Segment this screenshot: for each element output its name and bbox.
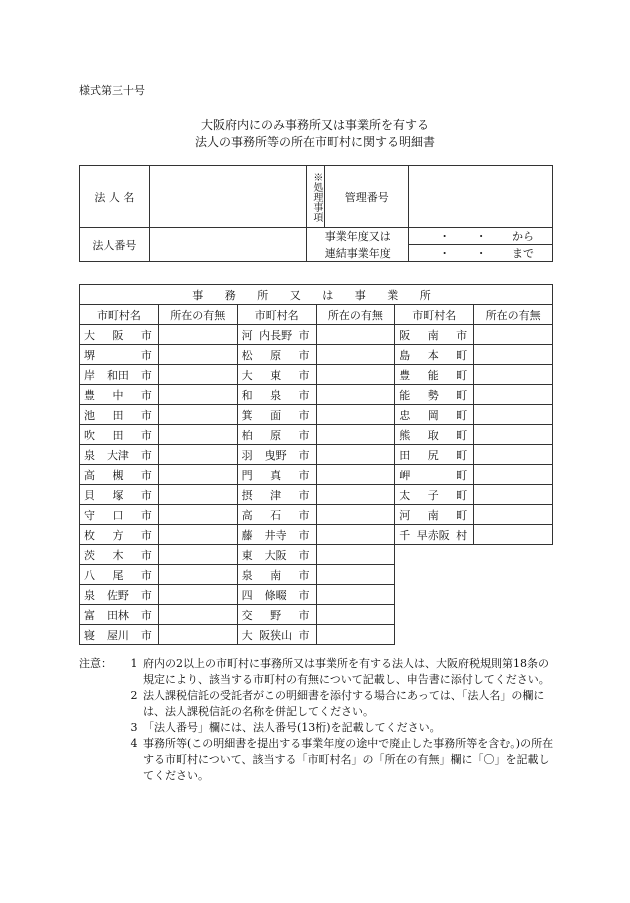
- presence-field[interactable]: [316, 365, 395, 385]
- municipality-name-part: 和: [241, 388, 253, 402]
- presence-field[interactable]: [316, 585, 395, 605]
- municipality-name-part: 和田: [106, 368, 129, 382]
- municipality-name-part: 市: [140, 428, 152, 442]
- municipality-name-part: 松: [241, 348, 253, 362]
- municipality-name: [237, 525, 316, 545]
- municipality-name-part: 面: [270, 408, 282, 422]
- municipality-name-part: 市: [298, 568, 310, 582]
- presence-field[interactable]: [474, 385, 553, 405]
- presence-field[interactable]: [158, 445, 237, 465]
- presence-field[interactable]: [158, 325, 237, 345]
- municipality-name-part: 市: [140, 568, 152, 582]
- municipality-name-part: 市: [298, 348, 310, 362]
- municipality-name: [395, 465, 474, 485]
- municipality-name: [80, 365, 159, 385]
- municipality-name: [237, 545, 316, 565]
- municipality-name-part: 摂: [241, 488, 253, 502]
- note-number: 3: [130, 721, 138, 734]
- mgmt-no-field[interactable]: [409, 166, 553, 228]
- municipality-name-part: 塚: [112, 488, 124, 502]
- municipality-name-part: 岡: [427, 408, 439, 422]
- col-header-presence: 所在の有無: [316, 305, 395, 325]
- presence-field[interactable]: [158, 425, 237, 445]
- municipality-name-part: 市: [140, 348, 152, 362]
- col-header-presence: 所在の有無: [474, 305, 553, 325]
- presence-field[interactable]: [158, 345, 237, 365]
- empty-cell: [474, 565, 553, 585]
- municipality-name: [237, 345, 316, 365]
- fy-from-dot-1: ・: [439, 230, 451, 243]
- municipality-name-part: 堺: [84, 348, 95, 362]
- municipality-name-part: 市: [140, 508, 152, 522]
- municipality-name: [237, 425, 316, 445]
- municipality-name: [80, 345, 159, 365]
- municipality-name-part: 口: [112, 508, 124, 522]
- municipality-name-part: 村: [456, 528, 468, 542]
- empty-cell: [474, 625, 553, 645]
- municipality-name-part: 河: [241, 328, 253, 342]
- municipality-name-part: 島: [399, 348, 411, 362]
- presence-field[interactable]: [316, 545, 395, 565]
- table-row: [80, 525, 553, 545]
- municipality-name-part: 柏: [241, 428, 253, 442]
- municipality-name-part: 市: [456, 328, 468, 342]
- municipality-name-part: 池: [84, 408, 95, 422]
- municipality-name-part: 野: [270, 608, 282, 622]
- municipality-name-part: 町: [456, 448, 468, 462]
- municipality-name: [237, 505, 316, 525]
- municipality-name-part: 市: [298, 448, 310, 462]
- municipality-name-part: 津: [270, 488, 282, 502]
- col-header-name: 市町村名: [395, 305, 474, 325]
- corp-no-field[interactable]: [149, 228, 307, 262]
- municipality-name-part: 八: [84, 568, 95, 582]
- municipality-name-part: 交: [241, 608, 253, 622]
- municipality-name: [80, 565, 159, 585]
- presence-field[interactable]: [316, 425, 395, 445]
- note-item: [79, 688, 559, 720]
- fy-to-label: まで: [511, 247, 534, 260]
- municipality-name-part: 大: [84, 328, 95, 342]
- municipality-name-part: 早赤阪: [416, 528, 450, 542]
- table-row: [80, 365, 553, 385]
- presence-field[interactable]: [316, 625, 395, 645]
- municipality-name-part: 大津: [106, 448, 129, 462]
- empty-cell: [395, 625, 474, 645]
- municipality-name-part: 方: [112, 528, 124, 542]
- empty-cell: [474, 545, 553, 565]
- fy-label-1: 事業年度又は: [307, 228, 409, 245]
- empty-cell: [395, 605, 474, 625]
- presence-field[interactable]: [474, 505, 553, 525]
- document-title: [0, 117, 630, 151]
- municipality-name-part: 南: [270, 568, 282, 582]
- municipality-name-part: 市: [298, 588, 310, 602]
- municipality-name-part: 條畷: [264, 588, 287, 602]
- municipality-name-part: 市: [140, 628, 152, 642]
- table-row: [80, 325, 553, 345]
- municipality-name-part: 能: [427, 368, 439, 382]
- table-row: [80, 545, 553, 565]
- municipality-name-part: 太: [399, 488, 411, 502]
- municipality-name-part: 市: [140, 328, 152, 342]
- municipality-name-part: 岸: [84, 368, 95, 382]
- municipality-name-part: 箕: [241, 408, 253, 422]
- presence-field[interactable]: [474, 465, 553, 485]
- fy-from-label: から: [511, 230, 534, 243]
- note-text: 事務所等(この明細書を提出する事業年度の途中で廃止した事務所等を含む。)の所在する市町村について、該当する「市町村名」の「所在の有無」欄に「〇」を記載してください。: [143, 737, 554, 782]
- municipality-name-part: 貝: [84, 488, 95, 502]
- table-row: [80, 585, 553, 605]
- municipality-name-part: 守: [84, 508, 95, 522]
- municipality-name-part: 茨: [84, 548, 95, 562]
- table-row: [80, 445, 553, 465]
- presence-field[interactable]: [316, 565, 395, 585]
- note-number: 2: [130, 689, 138, 702]
- col-header-presence: 所在の有無: [158, 305, 237, 325]
- municipality-name-part: 泉: [241, 568, 253, 582]
- municipality-name: [80, 405, 159, 425]
- municipality-name: [237, 465, 316, 485]
- municipality-name: [237, 565, 316, 585]
- municipality-name: [395, 485, 474, 505]
- municipality-name-part: 田: [399, 448, 411, 462]
- presence-field[interactable]: [158, 405, 237, 425]
- municipality-name: [395, 445, 474, 465]
- table-row: [80, 405, 553, 425]
- presence-field[interactable]: [158, 465, 237, 485]
- table-row: [80, 505, 553, 525]
- municipality-name: [395, 345, 474, 365]
- municipality-name: [395, 365, 474, 385]
- table-row: [80, 625, 553, 645]
- municipality-name-part: 東: [270, 368, 282, 382]
- presence-field[interactable]: [316, 385, 395, 405]
- municipality-name-part: 市: [140, 488, 152, 502]
- municipality-name-part: 原: [270, 428, 282, 442]
- municipality-name-part: 泉: [84, 588, 95, 602]
- municipality-name-part: 市: [140, 528, 152, 542]
- municipality-name: [80, 465, 159, 485]
- municipality-name-part: 羽: [241, 448, 253, 462]
- presence-field[interactable]: [158, 365, 237, 385]
- municipality-name: [80, 525, 159, 545]
- municipality-name: [395, 405, 474, 425]
- municipality-name-part: 市: [298, 328, 310, 342]
- municipality-name-part: 市: [140, 548, 152, 562]
- municipality-name-part: 南: [427, 328, 439, 342]
- presence-field[interactable]: [316, 445, 395, 465]
- municipality-name-part: 内長野: [259, 328, 293, 342]
- municipality-name-part: 高: [241, 508, 253, 522]
- title-line-1: 大阪府内にのみ事務所又は事業所を有する: [200, 118, 429, 132]
- municipality-name-part: 中: [112, 388, 124, 402]
- municipality-name-part: 町: [456, 428, 468, 442]
- empty-cell: [395, 585, 474, 605]
- municipality-name-part: 町: [456, 388, 468, 402]
- empty-cell: [474, 585, 553, 605]
- fy-to-dot-1: ・: [439, 247, 451, 260]
- presence-field[interactable]: [158, 485, 237, 505]
- section-title: 事 務 所 又 は 事 業 所: [80, 285, 553, 305]
- municipality-name: [395, 425, 474, 445]
- presence-field[interactable]: [474, 365, 553, 385]
- municipality-name-part: 市: [140, 408, 152, 422]
- municipality-name-part: 河: [399, 508, 411, 522]
- municipality-name: [395, 505, 474, 525]
- municipality-name-part: 市: [140, 368, 152, 382]
- municipality-name-part: 泉: [270, 388, 282, 402]
- municipality-name-part: 町: [456, 468, 468, 482]
- presence-field[interactable]: [158, 605, 237, 625]
- presence-field[interactable]: [158, 385, 237, 405]
- municipality-name-part: 石: [270, 508, 282, 522]
- municipality-name-part: 市: [298, 548, 310, 562]
- municipality-name-part: 市: [140, 468, 152, 482]
- municipality-name-part: 原: [270, 348, 282, 362]
- municipality-name-part: 大: [241, 628, 253, 642]
- municipality-name-part: 南: [427, 508, 439, 522]
- municipality-name-part: 市: [140, 608, 152, 622]
- municipality-name-part: 市: [140, 448, 152, 462]
- municipality-name-part: 市: [298, 508, 310, 522]
- municipality-name-part: 市: [298, 628, 310, 642]
- municipality-name-part: 屋川: [106, 628, 129, 642]
- presence-field[interactable]: [158, 505, 237, 525]
- municipality-name: [80, 445, 159, 465]
- presence-field[interactable]: [474, 325, 553, 345]
- municipality-name-part: 町: [456, 408, 468, 422]
- note-text: 府内の2以上の市町村に事務所又は事業所を有する法人は、大阪府税規則第18条の規定により、該当する市町村の有無について記載し、申告書に添付してください。: [143, 657, 550, 686]
- presence-field[interactable]: [316, 505, 395, 525]
- municipality-name: [80, 385, 159, 405]
- municipality-name-part: 市: [298, 388, 310, 402]
- presence-field[interactable]: [474, 405, 553, 425]
- fy-to-field[interactable]: [409, 245, 553, 262]
- municipality-name-part: 子: [427, 488, 439, 502]
- corp-name-field[interactable]: [149, 166, 307, 228]
- fy-to-dot-2: ・: [475, 247, 487, 260]
- municipality-name: [80, 585, 159, 605]
- municipality-name-part: 町: [456, 348, 468, 362]
- municipality-name: [237, 405, 316, 425]
- municipality-name: [395, 385, 474, 405]
- presence-field[interactable]: [316, 325, 395, 345]
- municipality-name: [80, 605, 159, 625]
- municipality-name: [237, 325, 316, 345]
- municipality-name-part: 豊: [399, 368, 411, 382]
- municipality-table: [79, 284, 553, 645]
- municipality-name-part: 吹: [84, 428, 95, 442]
- notes-label: 注意：: [79, 657, 112, 670]
- corp-name-label: 法 人 名: [80, 166, 150, 228]
- col-header-name: 市町村名: [237, 305, 316, 325]
- municipality-name-part: 町: [456, 488, 468, 502]
- corp-no-label: 法人番号: [80, 228, 150, 262]
- municipality-name-part: 岬: [399, 468, 411, 482]
- municipality-name-part: 阪狭山: [259, 628, 293, 642]
- municipality-name-part: 市: [298, 528, 310, 542]
- municipality-name-part: 木: [112, 548, 124, 562]
- note-text: 法人課税信託の受託者がこの明細書を添付する場合にあっては、「法人名」の欄には、法人課税信託の名称を併記してください。: [143, 689, 545, 718]
- note-item: [79, 656, 559, 688]
- presence-field[interactable]: [158, 525, 237, 545]
- municipality-name-part: 阪: [399, 328, 411, 342]
- municipality-name-part: 市: [298, 428, 310, 442]
- form-number: 様式第三十号: [79, 84, 145, 97]
- municipality-name-part: 尻: [427, 448, 439, 462]
- municipality-name-part: 千: [399, 528, 411, 542]
- presence-field[interactable]: [316, 465, 395, 485]
- municipality-name: [237, 585, 316, 605]
- municipality-name-part: 町: [456, 508, 468, 522]
- municipality-name-part: 勢: [427, 388, 439, 402]
- municipality-name-part: 豊: [84, 388, 95, 402]
- municipality-name-part: 高: [84, 468, 95, 482]
- presence-field[interactable]: [474, 485, 553, 505]
- presence-field[interactable]: [158, 625, 237, 645]
- municipality-name: [237, 485, 316, 505]
- municipality-name-part: 阪: [112, 328, 124, 342]
- empty-cell: [395, 545, 474, 565]
- municipality-name-part: 市: [298, 468, 310, 482]
- municipality-name-part: 井寺: [264, 528, 287, 542]
- municipality-name-part: 田林: [106, 608, 129, 622]
- presence-field[interactable]: [316, 405, 395, 425]
- presence-field[interactable]: [474, 525, 553, 545]
- municipality-name-part: 市: [298, 488, 310, 502]
- municipality-name-part: 忠: [399, 408, 411, 422]
- municipality-name-part: 寝: [84, 628, 95, 642]
- municipality-name-part: 泉: [84, 448, 95, 462]
- municipality-name: [237, 445, 316, 465]
- note-item: [79, 736, 559, 784]
- municipality-name-part: 田: [112, 428, 124, 442]
- municipality-name-part: 田: [112, 408, 124, 422]
- municipality-name-part: 佐野: [106, 588, 129, 602]
- fy-from-dot-2: ・: [475, 230, 487, 243]
- municipality-name-part: 槻: [112, 468, 124, 482]
- fy-from-field[interactable]: [409, 228, 553, 245]
- presence-field[interactable]: [316, 605, 395, 625]
- presence-field[interactable]: [158, 565, 237, 585]
- municipality-name-part: 大: [241, 368, 253, 382]
- municipality-name: [237, 625, 316, 645]
- empty-cell: [395, 565, 474, 585]
- municipality-name-part: 市: [298, 608, 310, 622]
- municipality-name-part: 町: [456, 368, 468, 382]
- presence-field[interactable]: [474, 425, 553, 445]
- presence-field[interactable]: [316, 525, 395, 545]
- empty-cell: [474, 605, 553, 625]
- municipality-name: [80, 325, 159, 345]
- presence-field[interactable]: [316, 485, 395, 505]
- municipality-name-part: 市: [140, 588, 152, 602]
- table-row: [80, 565, 553, 585]
- note-number: 1: [130, 657, 138, 670]
- table-row: [80, 385, 553, 405]
- presence-field[interactable]: [474, 345, 553, 365]
- municipality-name: [80, 625, 159, 645]
- municipality-name-part: 市: [298, 368, 310, 382]
- municipality-name-part: 真: [270, 468, 282, 482]
- header-table: [79, 165, 553, 262]
- note-item: [79, 720, 559, 736]
- municipality-name: [80, 545, 159, 565]
- table-row: [80, 605, 553, 625]
- municipality-name: [395, 325, 474, 345]
- note-number: 4: [130, 737, 138, 750]
- municipality-name-part: 市: [140, 388, 152, 402]
- presence-field[interactable]: [316, 345, 395, 365]
- municipality-name: [80, 425, 159, 445]
- municipality-name-part: 能: [399, 388, 411, 402]
- municipality-name: [395, 525, 474, 545]
- municipality-name: [80, 505, 159, 525]
- municipality-name-part: 尾: [112, 568, 124, 582]
- table-row: [80, 425, 553, 445]
- municipality-name-part: 取: [427, 428, 439, 442]
- municipality-name-part: 富: [84, 608, 95, 622]
- table-row: [80, 465, 553, 485]
- title-line-2: 法人の事務所等の所在市町村に関する明細書: [194, 135, 435, 149]
- municipality-name-part: 四: [241, 588, 253, 602]
- presence-field[interactable]: [158, 545, 237, 565]
- col-header-name: 市町村名: [80, 305, 159, 325]
- municipality-name-part: 枚: [84, 528, 95, 542]
- presence-field[interactable]: [158, 585, 237, 605]
- municipality-name-part: 門: [241, 468, 253, 482]
- processing-label: ※処理事項: [310, 171, 322, 222]
- fy-label-2: 連結事業年度: [307, 245, 409, 262]
- note-text: 「法人番号」欄には、法人番号(13桁)を記載してください。: [143, 721, 441, 734]
- presence-field[interactable]: [474, 445, 553, 465]
- municipality-name-part: 本: [427, 348, 439, 362]
- municipality-name-part: 藤: [241, 528, 253, 542]
- municipality-name-part: 曳野: [264, 448, 287, 462]
- municipality-name: [237, 605, 316, 625]
- mgmt-no-label: 管理番号: [325, 166, 409, 228]
- municipality-name-part: 東: [241, 548, 253, 562]
- municipality-name-part: 市: [298, 408, 310, 422]
- processing-label-cell: [307, 166, 325, 228]
- municipality-name-part: 熊: [399, 428, 411, 442]
- municipality-name-part: 大阪: [264, 548, 287, 562]
- municipality-name: [80, 485, 159, 505]
- notes: [79, 656, 559, 784]
- table-row: [80, 485, 553, 505]
- municipality-name: [237, 365, 316, 385]
- municipality-name: [237, 385, 316, 405]
- table-row: [80, 345, 553, 365]
